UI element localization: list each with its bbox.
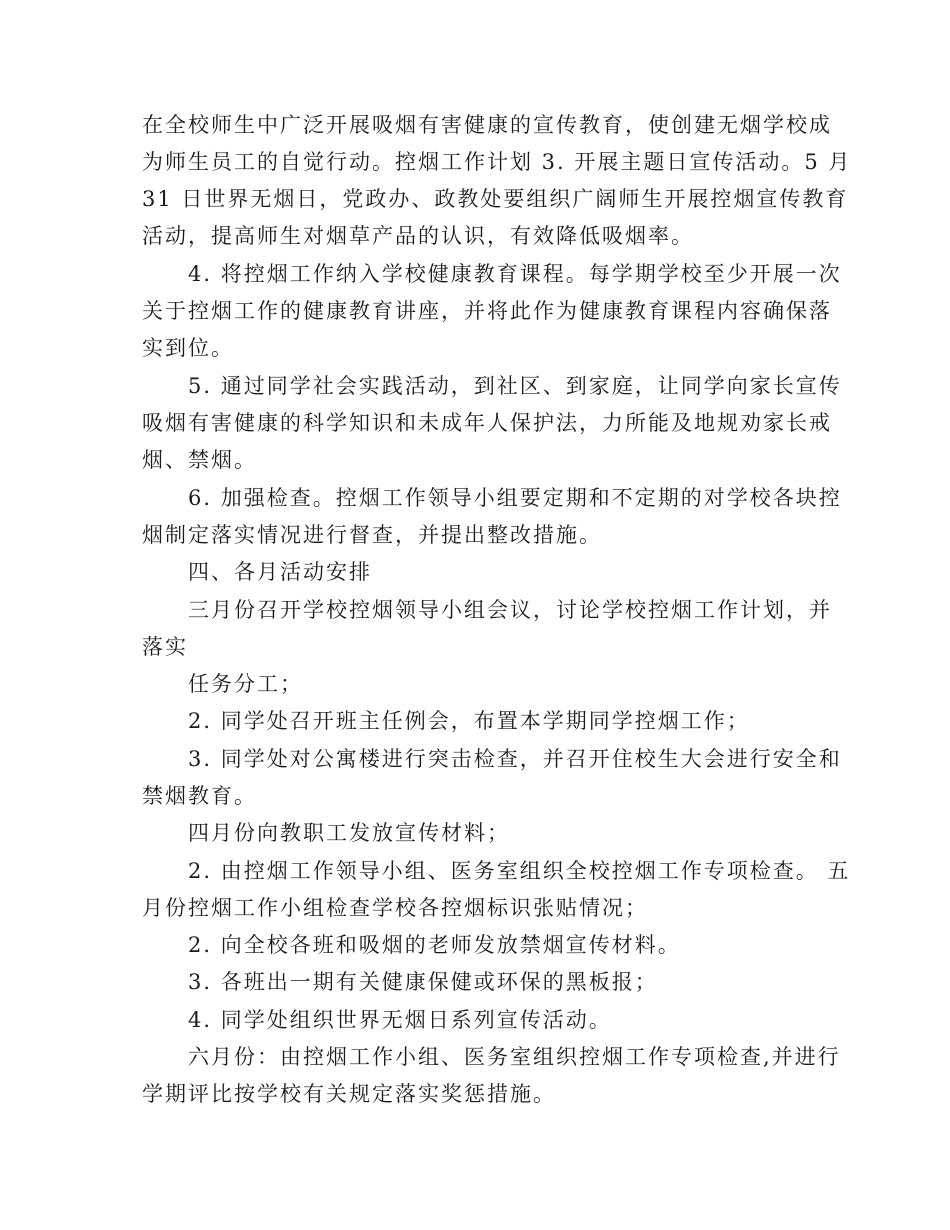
- text-line: 六月份：由控烟工作小组、医务室组织控烟工作专项检查,并进行: [188, 1045, 841, 1069]
- text-line: 6. 加强检查。控烟工作领导小组要定期和不定期的对学校各块控: [188, 486, 842, 510]
- text-line: 3. 同学处对公寓楼进行突击检查，并召开住校生大会进行安全和: [188, 747, 842, 771]
- text-line: 禁烟教育。: [142, 784, 257, 808]
- text-line: 4. 同学处组织世界无烟日系列宣传活动。: [188, 1008, 612, 1032]
- text-line: 31 日世界无烟日，党政办、政教处要组织广阔师生开展控烟宣传教育: [142, 187, 849, 211]
- text-line: 月份控烟工作小组检查学校各控烟标识张贴情况；: [142, 896, 648, 920]
- text-line: 四月份向教职工发放宣传材料；: [188, 821, 510, 845]
- text-line: 在全校师生中广泛开展吸烟有害健康的宣传教育，使创建无烟学校成: [142, 113, 832, 137]
- text-line: 吸烟有害健康的科学知识和未成年人保护法，力所能及地规劝家长戒: [142, 411, 832, 435]
- text-line: 3. 各班出一期有关健康保健或环保的黑板报；: [188, 970, 658, 994]
- text-line: 三月份召开学校控烟领导小组会议，讨论学校控烟工作计划，并: [188, 598, 832, 622]
- text-line: 活动，提高师生对烟草产品的认识，有效降低吸烟率。: [142, 224, 694, 248]
- text-line: 5. 通过同学社会实践活动，到社区、到家庭，让同学向家长宣传: [188, 374, 842, 398]
- text-line: 实到位。: [142, 336, 234, 360]
- text-line: 落实: [142, 635, 188, 659]
- text-line: 为师生员工的自觉行动。控烟工作计划 3. 开展主题日宣传活动。5 月: [142, 150, 852, 174]
- text-line: 任务分工；: [188, 672, 303, 696]
- text-line: 2. 向全校各班和吸烟的老师发放禁烟宣传材料。: [188, 933, 681, 957]
- text-line: 关于控烟工作的健康教育讲座，并将此作为健康教育课程内容确保落: [142, 299, 832, 323]
- section-heading: 四、各月活动安排: [188, 560, 372, 584]
- text-line: 学期评比按学校有关规定落实奖惩措施。: [142, 1082, 556, 1106]
- text-line: 4. 将控烟工作纳入学校健康教育课程。每学期学校至少开展一次: [188, 262, 842, 286]
- text-line: 2. 同学处召开班主任例会，布置本学期同学控烟工作；: [188, 709, 750, 733]
- text-line: 2. 由控烟工作领导小组、医务室组织全校控烟工作专项检查。 五: [188, 859, 851, 883]
- text-line: 烟制定落实情况进行督查，并提出整改措施。: [142, 523, 602, 547]
- text-line: 烟、禁烟。: [142, 448, 257, 472]
